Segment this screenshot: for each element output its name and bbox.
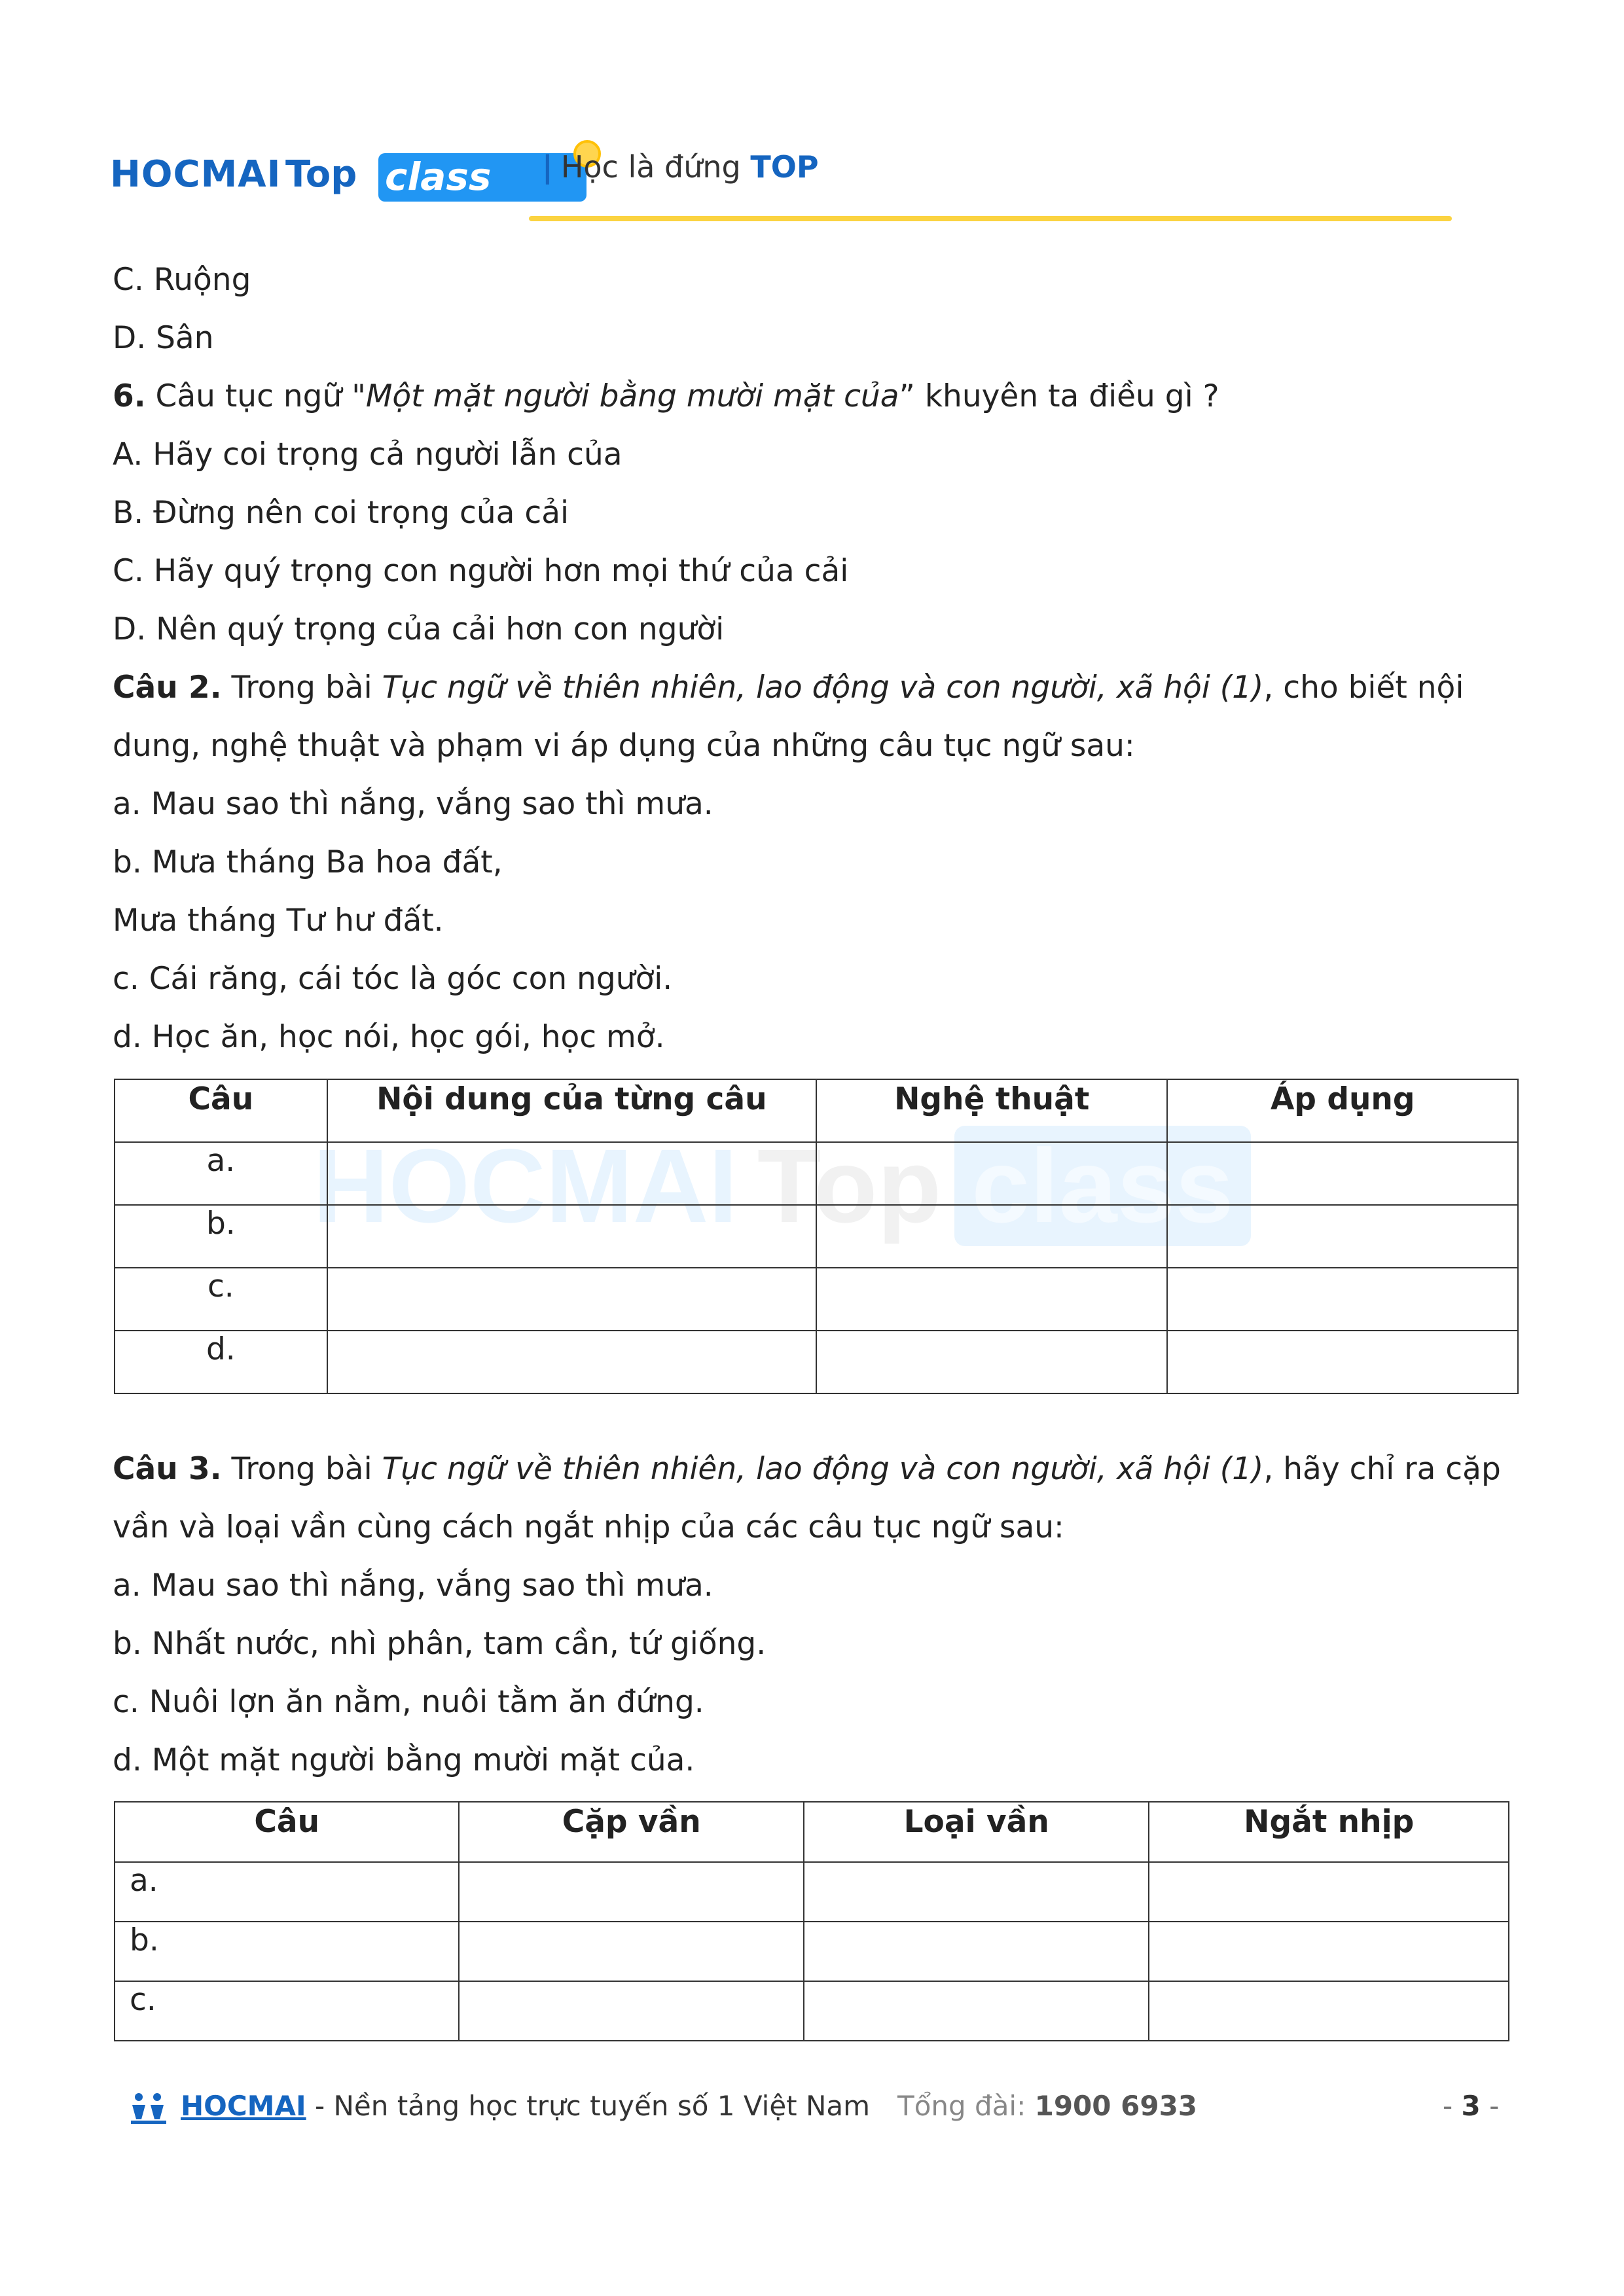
cau-2-post: , cho biết nội [1263,670,1464,706]
question-6-pre: Câu tục ngữ " [145,378,366,414]
cau-2-table-header [115,1079,1518,1142]
footer-hocmai-link[interactable]: HOCMAI [181,2090,306,2122]
table-cell[interactable] [327,1331,816,1393]
option-d-san: D. Sân [113,320,214,356]
table-row [115,1142,1518,1205]
cau-3-title: Tục ngữ về thiên nhiên, lao động và con người, xã hội (1) [382,1451,1264,1487]
hocmai-people-icon [128,2092,169,2125]
cau-3-header-cau: Câu [115,1802,459,1862]
tagline-text: Học là đứng [560,149,741,185]
header-divider [529,216,1452,221]
cau-3-prompt-line2: vần và loại vần cùng cách ngắt nhịp của các câu tục ngữ sau: [113,1509,1064,1545]
tagline-top: TOP [750,149,819,185]
page-number-prefix: - [1443,2090,1462,2122]
table-cell[interactable] [1149,1862,1509,1922]
cau-3-item-a: a. Mau sao thì nắng, vắng sao thì mưa. [113,1568,713,1604]
header-tagline: | Học là đứng TOP [542,149,819,185]
table-cell[interactable] [816,1142,1168,1205]
table-row [115,1268,1518,1331]
watermark-hocmai: HOCMAI [313,1127,738,1244]
table-cell[interactable] [459,1862,803,1922]
page-number [1443,2090,1499,2122]
cau-2-item-b1: b. Mưa tháng Ba hoa đất, [113,844,503,880]
table-cell[interactable] [327,1205,816,1268]
question-6-option-b: B. Đừng nên coi trọng của cải [113,495,569,531]
watermark-class: class [954,1126,1250,1246]
table-cell[interactable] [1149,1922,1509,1981]
table-cell[interactable] [1149,1981,1509,2041]
table-row [115,1205,1518,1268]
cau-3-header-loai-van: Loại vần [804,1802,1149,1862]
cau-2-header-ap-dung: Áp dụng [1167,1079,1518,1142]
cau-3-item-b: b. Nhất nước, nhì phân, tam cần, tứ giống. [113,1626,767,1662]
question-6-option-d: D. Nên quý trọng của cải hơn con người [113,611,725,647]
option-c-ruong: C. Ruộng [113,262,251,298]
table-cell[interactable] [327,1268,816,1331]
table-cell[interactable] [459,1922,803,1981]
table-cell[interactable] [327,1142,816,1205]
cau-2-prompt [113,668,1464,708]
cau-2-pre: Trong bài [221,670,382,706]
table-cell[interactable] [1167,1331,1518,1393]
cau-3-pre: Trong bài [221,1451,382,1487]
table-cell[interactable] [804,1981,1149,2041]
table-cell[interactable] [1167,1205,1518,1268]
footer-slogan: - Nền tảng học trực tuyến số 1 Việt Nam [306,2090,871,2122]
table-cell[interactable] [1167,1268,1518,1331]
cau-3-table [114,1801,1509,2041]
footer-hotline-number: 1900 6933 [1034,2090,1198,2122]
cau-2-item-b2: Mưa tháng Tư hư đất. [113,903,444,939]
cau-2-title: Tục ngữ về thiên nhiên, lao động và con người, xã hội (1) [382,670,1264,706]
cau-2-header-nghe-thuat: Nghệ thuật [816,1079,1168,1142]
table-row [115,1862,1509,1922]
cau-2-label: Câu 2. [113,670,222,706]
table-row [115,1922,1509,1981]
table-row [115,1981,1509,2041]
cau-3-header-cap-van: Cặp vần [459,1802,803,1862]
logo-hocmai-text: HOCMAI [110,153,281,196]
cau-2-table [114,1079,1519,1394]
table-cell[interactable] [1167,1142,1518,1205]
cau-3-prompt [113,1450,1501,1489]
footer [128,2090,1197,2125]
cau-3-item-d: d. Một mặt người bằng mười mặt của. [113,1742,695,1778]
page-number-suffix: - [1480,2090,1500,2122]
question-6-option-a: A. Hãy coi trọng cả người lẫn của [113,437,623,473]
cau-2-row-label: b. [115,1205,327,1268]
cau-3-table-header [115,1802,1509,1862]
table-cell[interactable] [816,1268,1168,1331]
cau-3-row-label: c. [115,1981,459,2041]
cau-2-row-label: d. [115,1331,327,1393]
cau-2-row-label: c. [115,1268,327,1331]
footer-hotline-label: Tổng đài: [897,2090,1035,2122]
question-6-quote: Một mặt người bằng mười mặt của [365,378,899,414]
cau-3-row-label: a. [115,1862,459,1922]
question-6-option-c: C. Hãy quý trọng con người hơn mọi thứ của cải [113,553,849,589]
cau-3-label: Câu 3. [113,1451,222,1487]
page-number-value: 3 [1461,2090,1481,2122]
cau-3-item-c: c. Nuôi lợn ăn nằm, nuôi tằm ăn đứng. [113,1684,704,1720]
cau-2-row-label: a. [115,1142,327,1205]
cau-3-post: , hãy chỉ ra cặp [1263,1451,1501,1487]
cau-2-prompt-line2: dung, nghệ thuật và phạm vi áp dụng của những câu tục ngữ sau: [113,728,1135,764]
table-cell[interactable] [816,1205,1168,1268]
table-cell[interactable] [459,1981,803,2041]
table-cell[interactable] [804,1922,1149,1981]
logo-top-text: Top [285,153,357,196]
table-cell[interactable] [816,1331,1168,1393]
cau-2-item-d: d. Học ăn, học nói, học gói, học mở. [113,1019,665,1055]
cau-2-item-a: a. Mau sao thì nắng, vắng sao thì mưa. [113,786,713,822]
question-6 [113,377,1219,416]
watermark-top: Top [757,1127,942,1244]
table-cell[interactable] [804,1862,1149,1922]
cau-2-header-cau: Câu [115,1079,327,1142]
logo-class-text: class [385,154,492,199]
question-6-number: 6. [113,378,146,414]
question-6-post: ” khuyên ta điều gì ? [899,378,1219,414]
cau-2-header-noi-dung: Nội dung của từng câu [327,1079,816,1142]
cau-3-row-label: b. [115,1922,459,1981]
table-row [115,1331,1518,1393]
cau-2-item-c: c. Cái răng, cái tóc là góc con người. [113,961,673,997]
cau-3-header-ngat-nhip: Ngắt nhịp [1149,1802,1509,1862]
